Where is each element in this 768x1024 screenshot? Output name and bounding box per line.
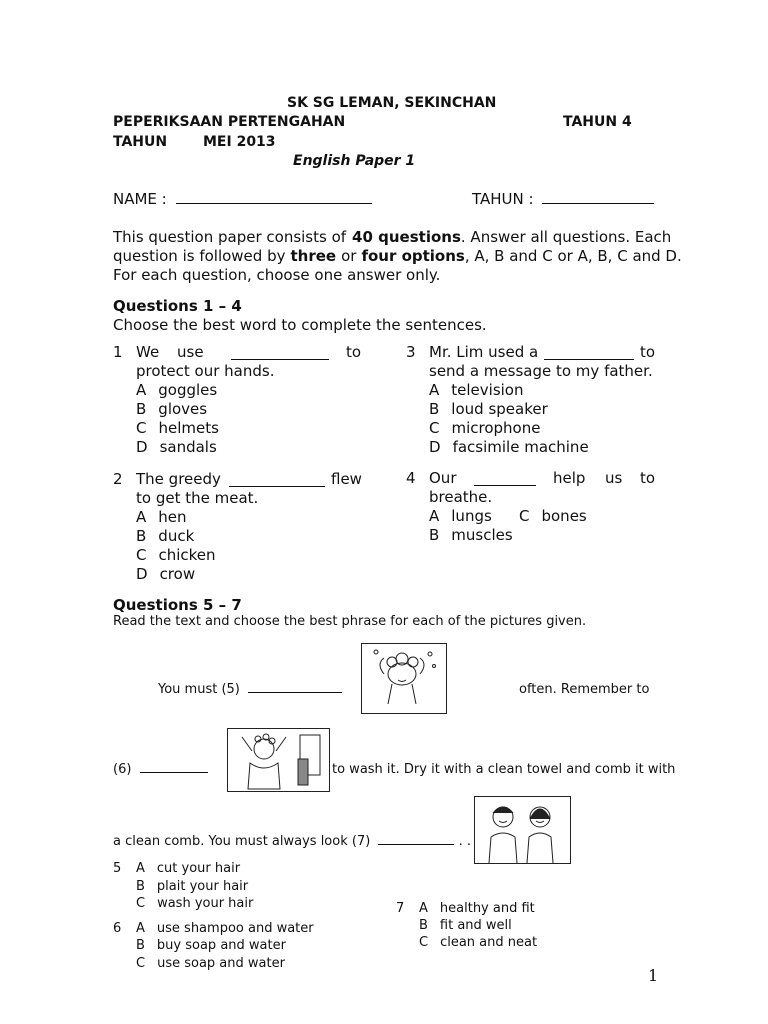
question-text: We xyxy=(136,343,160,361)
option-text: helmets xyxy=(158,419,219,437)
question-text: to xyxy=(346,343,362,361)
option-text: muscles xyxy=(451,526,513,544)
section-2-prompt: Read the text and choose the best phrase for each of the pictures given. xyxy=(113,614,587,629)
option-text: bones xyxy=(541,507,587,525)
option-text: television xyxy=(451,381,524,399)
section-2-title: Questions 5 – 7 xyxy=(113,596,242,614)
option-text: lungs xyxy=(451,507,492,525)
option-text: plait your hair xyxy=(156,879,249,894)
option-text: cut your hair xyxy=(156,861,241,876)
question-text: us xyxy=(605,469,623,487)
option-letter: A xyxy=(136,508,147,526)
question-text: The greedy xyxy=(136,470,221,488)
option-letter: D xyxy=(136,438,148,456)
answer-blank xyxy=(544,358,634,360)
question-text: use xyxy=(177,343,204,361)
option-letter: A xyxy=(419,901,428,916)
tahun-blank[interactable] xyxy=(542,202,654,204)
option-text: healthy and fit xyxy=(439,901,535,916)
question-number: 6 xyxy=(113,921,122,936)
option-letter: B xyxy=(136,527,147,545)
option-text: gloves xyxy=(158,400,208,418)
question-text: to xyxy=(640,343,656,361)
picture-children xyxy=(474,796,571,864)
question-text: Mr. Lim used a xyxy=(429,343,539,361)
exam-date: MEI 2013 xyxy=(203,134,276,150)
exam-title: PEPERIKSAAN PERTENGAHAN xyxy=(113,114,346,130)
question-text: to xyxy=(640,469,656,487)
option-text: fit and well xyxy=(439,918,512,933)
answer-blank xyxy=(248,691,342,693)
option-letter: A xyxy=(136,921,145,936)
option-letter: C xyxy=(136,956,146,971)
option-letter: B xyxy=(136,879,145,894)
washing-hair-icon xyxy=(362,644,446,713)
option-text: duck xyxy=(158,527,195,545)
instr-bold: 40 questions xyxy=(352,228,461,246)
option-letter: B xyxy=(136,938,145,953)
option-letter: A xyxy=(136,381,147,399)
children-icon xyxy=(475,797,570,863)
answer-blank xyxy=(229,485,325,487)
instructions-line-1 xyxy=(113,228,672,246)
option-text: use shampoo and water xyxy=(156,921,314,936)
option-text: hen xyxy=(158,508,187,526)
option-letter: B xyxy=(429,400,440,418)
paper-title: English Paper 1 xyxy=(293,153,416,169)
question-text: Our xyxy=(429,469,457,487)
picture-washing-hair xyxy=(361,643,447,714)
instr-bold: four options xyxy=(361,247,465,265)
school-name: SK SG LEMAN, SEKINCHAN xyxy=(287,95,497,111)
option-letter: C xyxy=(519,507,530,525)
option-text: chicken xyxy=(158,546,216,564)
answer-blank xyxy=(140,771,208,773)
option-letter: C xyxy=(136,896,146,911)
instr-text: . Answer all questions. Each xyxy=(460,228,672,246)
question-number: 3 xyxy=(406,343,416,361)
instr-text: question is followed by xyxy=(113,247,286,265)
question-text: breathe. xyxy=(429,488,493,506)
question-text: flew xyxy=(331,470,362,488)
option-text: microphone xyxy=(451,419,541,437)
option-letter: C xyxy=(429,419,440,437)
passage-text: . . xyxy=(458,834,471,849)
passage-line-2b: to wash it. Dry it with a clean towel and comb it with xyxy=(332,762,676,777)
option-text: wash your hair xyxy=(157,896,254,911)
option-letter: C xyxy=(136,419,147,437)
instr-bold: three xyxy=(290,247,337,265)
question-text: protect our hands. xyxy=(136,362,275,380)
passage-line-1 xyxy=(158,682,342,697)
question-number: 5 xyxy=(113,861,122,876)
option-letter: B xyxy=(136,400,147,418)
question-number: 7 xyxy=(396,901,405,916)
option-letter: B xyxy=(429,526,440,544)
tahun-field[interactable] xyxy=(472,190,654,208)
option-text: clean and neat xyxy=(440,935,538,950)
passage-line-2 xyxy=(113,762,208,777)
question-number: 2 xyxy=(113,470,123,488)
name-label: NAME : xyxy=(113,190,167,208)
passage-text: a clean comb. You must always look (7) xyxy=(113,834,371,849)
option-letter: C xyxy=(419,935,429,950)
option-text: facsimile machine xyxy=(452,438,589,456)
instructions-line-3: For each question, choose one answer only. xyxy=(113,266,441,284)
option-letter: C xyxy=(136,546,147,564)
name-field[interactable] xyxy=(113,190,372,208)
option-letter: D xyxy=(136,565,148,583)
option-text: goggles xyxy=(158,381,218,399)
shampoo-icon xyxy=(228,729,329,791)
tahun-field-label: TAHUN : xyxy=(472,190,534,208)
answer-blank xyxy=(378,843,454,845)
instr-text: , A, B and C or A, B, C and D. xyxy=(464,247,682,265)
question-text: to get the meat. xyxy=(136,489,259,507)
passage-text: (6) xyxy=(113,762,132,777)
page-number: 1 xyxy=(648,966,659,985)
option-text: loud speaker xyxy=(451,400,548,418)
option-text: sandals xyxy=(159,438,217,456)
question-text: send a message to my father. xyxy=(429,362,653,380)
picture-shampoo xyxy=(227,728,330,792)
instructions-line-2 xyxy=(113,247,682,265)
option-letter: A xyxy=(429,381,440,399)
option-text: buy soap and water xyxy=(156,938,286,953)
question-text: help xyxy=(553,469,586,487)
answer-blank xyxy=(474,484,536,486)
year-label: TAHUN 4 xyxy=(563,114,632,130)
passage-text: You must (5) xyxy=(158,682,240,697)
question-number: 1 xyxy=(113,343,123,361)
option-text: crow xyxy=(159,565,196,583)
passage-line-1b: often. Remember to xyxy=(519,682,650,697)
option-text: use soap and water xyxy=(157,956,285,971)
option-letter: D xyxy=(429,438,441,456)
section-1-prompt: Choose the best word to complete the sentences. xyxy=(113,316,487,334)
tahun-label: TAHUN xyxy=(113,134,168,150)
passage-line-3 xyxy=(113,834,471,849)
option-letter: A xyxy=(429,507,440,525)
option-letter: B xyxy=(419,918,428,933)
answer-blank xyxy=(231,358,329,360)
name-blank[interactable] xyxy=(176,202,372,204)
section-1-title: Questions 1 – 4 xyxy=(113,297,242,315)
instr-text: or xyxy=(341,247,357,265)
question-number: 4 xyxy=(406,469,416,487)
option-letter: A xyxy=(136,861,145,876)
instr-text: This question paper consists of xyxy=(113,228,347,246)
